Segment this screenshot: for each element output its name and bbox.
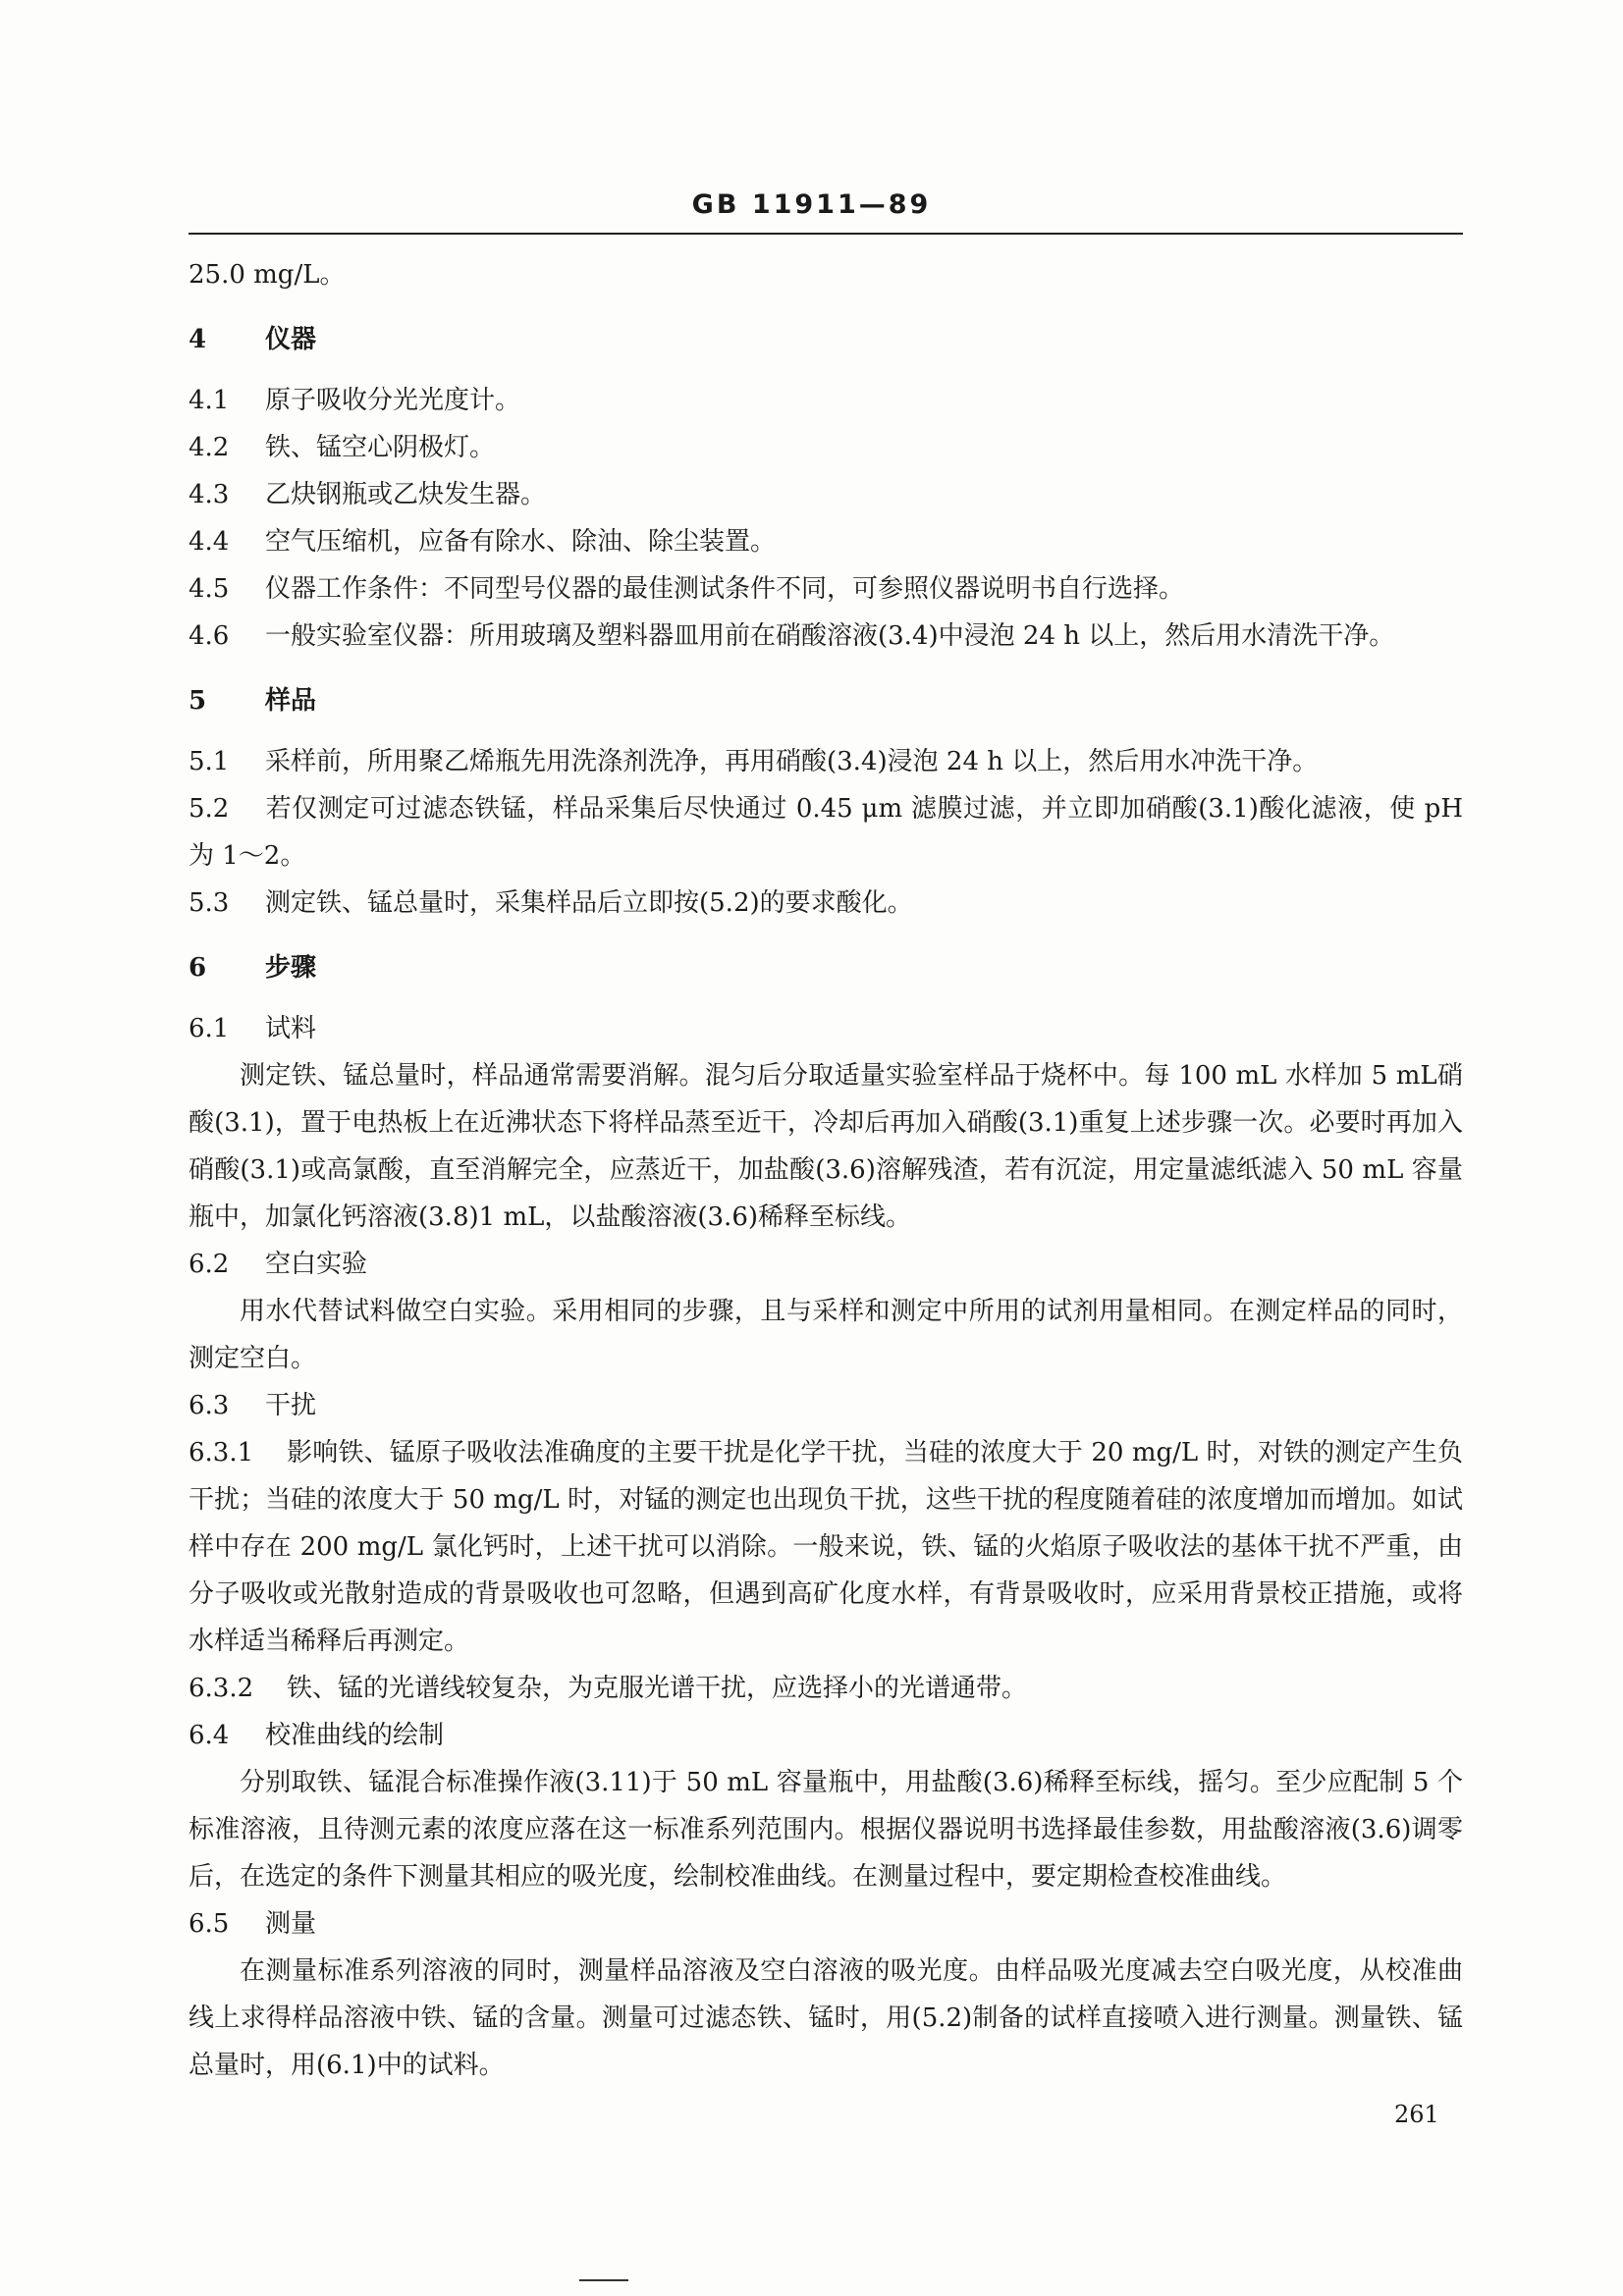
- section-title: 步骤: [265, 953, 317, 983]
- section-number: 4: [189, 325, 207, 354]
- item-5-2: [189, 785, 1463, 880]
- section-number: 5: [189, 686, 207, 716]
- subsection-title: 干扰: [265, 1391, 317, 1420]
- item-6-3-1: [189, 1429, 1463, 1665]
- item-text: 铁、锰的光谱线较复杂，为克服光谱干扰，应选择小的光谱通带。: [287, 1674, 1028, 1703]
- section-number: 6: [189, 953, 207, 983]
- subsection-number: 6.3: [189, 1391, 230, 1420]
- header-rule: [189, 233, 1463, 235]
- item-text: 原子吸收分光光度计。: [265, 386, 521, 415]
- item-4-3: [189, 471, 1463, 518]
- item-number: 4.6: [189, 621, 230, 651]
- item-4-1: [189, 377, 1463, 424]
- item-5-1: [189, 738, 1463, 785]
- standard-header: GB 11911—89: [691, 189, 932, 220]
- subsection-6-2-text: 用水代替试料做空白实验。采用相同的步骤，且与采样和测定中所用的试剂用量相同。在测定样品的同时，测定空白。: [189, 1297, 1463, 1373]
- item-text: 一般实验室仪器：所用玻璃及塑料器皿用前在硝酸溶液(3.4)中浸泡 24 h 以上，然后用水清洗干净。: [265, 621, 1395, 651]
- item-number: 6.3.2: [189, 1674, 254, 1703]
- item-4-6: [189, 613, 1463, 660]
- subsection-number: 6.5: [189, 1909, 230, 1939]
- item-4-2: [189, 424, 1463, 471]
- section-6-heading: [189, 944, 1463, 991]
- item-text: 乙炔钢瓶或乙炔发生器。: [265, 480, 547, 509]
- lead-fragment: 25.0 mg/L。: [189, 260, 346, 290]
- subsection-number: 6.1: [189, 1014, 230, 1043]
- item-text: 测定铁、锰总量时，采集样品后立即按(5.2)的要求酸化。: [265, 888, 913, 918]
- item-text: 铁、锰空心阴极灯。: [265, 433, 496, 462]
- subsection-number: 6.2: [189, 1250, 230, 1279]
- section-4-heading: [189, 316, 1463, 363]
- item-text: 采样前，所用聚乙烯瓶先用洗涤剂洗净，再用硝酸(3.4)浸泡 24 h 以上，然后用水冲洗干净。: [265, 747, 1319, 776]
- subsection-6-4-text: 分别取铁、锰混合标准操作液(3.11)于 50 mL 容量瓶中，用盐酸(3.6)稀释至标线，摇匀。至少应配制 5 个标准溶液，且待测元素的浓度应落在这一标准系列范围内。根据仪器说明书选择最佳参数，用盐酸溶液(3.6)调零后，在选定的条件下测量其相应的吸光度，绘制校准曲线。在测量过程中，要定期检查校准曲线。: [189, 1768, 1463, 1892]
- section-title: 仪器: [265, 325, 317, 354]
- item-text: 影响铁、锰原子吸收法准确度的主要干扰是化学干扰，当硅的浓度大于 20 mg/L 时，对铁的测定产生负干扰；当硅的浓度大于 50 mg/L 时，对锰的测定也出现负干扰，这些干扰的程度随着硅的浓度增加而增加。如试样中存在 200 mg/L 氯化钙时，上述干扰可以消除。一般来说，铁、锰的火焰原子吸收法的基体干扰不严重，由分子吸收或光散射造成的背景吸收也可忽略，但遇到高矿化度水样，有背景吸收时，应采用背景校正措施，或将水样适当稀释后再测定。: [189, 1438, 1463, 1656]
- item-4-5: [189, 565, 1463, 613]
- item-5-3: [189, 880, 1463, 927]
- bottom-mark: [579, 2279, 628, 2281]
- subsection-6-1-text: 测定铁、锰总量时，样品通常需要消解。混匀后分取适量实验室样品于烧杯中。每 100 mL 水样加 5 mL硝酸(3.1)，置于电热板上在近沸状态下将样品蒸至近干，冷却后再加入硝酸(3.1)重复上述步骤一次。必要时再加入硝酸(3.1)或高氯酸，直至消解完全，应蒸近干，加盐酸(3.6)溶解残渣，若有沉淀，用定量滤纸滤入 50 mL 容量瓶中，加氯化钙溶液(3.8)1 mL，以盐酸溶液(3.6)稀释至标线。: [189, 1061, 1463, 1232]
- item-number: 4.1: [189, 386, 230, 415]
- subsection-title: 校准曲线的绘制: [265, 1721, 445, 1750]
- item-number: 4.3: [189, 480, 230, 509]
- subsection-number: 6.4: [189, 1721, 230, 1750]
- item-number: 5.1: [189, 747, 230, 776]
- item-number: 6.3.1: [189, 1438, 254, 1468]
- subsection-6-4-heading: [189, 1712, 1463, 1759]
- subsection-6-1-heading: [189, 1005, 1463, 1052]
- item-text: 仪器工作条件：不同型号仪器的最佳测试条件不同，可参照仪器说明书自行选择。: [265, 574, 1185, 604]
- subsection-title: 测量: [265, 1909, 317, 1939]
- item-number: 4.4: [189, 527, 230, 557]
- document-body: [189, 251, 1463, 2089]
- section-title: 样品: [265, 686, 317, 716]
- subsection-title: 试料: [265, 1014, 317, 1043]
- subsection-title: 空白实验: [265, 1250, 368, 1279]
- item-6-3-2: [189, 1665, 1463, 1712]
- item-number: 4.5: [189, 574, 230, 604]
- item-4-4: [189, 518, 1463, 565]
- subsection-6-2-heading: [189, 1241, 1463, 1288]
- subsection-6-5-heading: [189, 1900, 1463, 1948]
- item-number: 5.2: [189, 794, 230, 824]
- subsection-6-5-text: 在测量标准系列溶液的同时，测量样品溶液及空白溶液的吸光度。由样品吸光度减去空白吸光度，从校准曲线上求得样品溶液中铁、锰的含量。测量可过滤态铁、锰时，用(5.2)制备的试样直接喷入进行测量。测量铁、锰总量时，用(6.1)中的试料。: [189, 1956, 1463, 2080]
- item-text: 空气压缩机，应备有除水、除油、除尘装置。: [265, 527, 777, 557]
- item-number: 5.3: [189, 888, 230, 918]
- subsection-6-3-heading: [189, 1382, 1463, 1429]
- item-number: 4.2: [189, 433, 230, 462]
- item-text: 若仅测定可过滤态铁锰，样品采集后尽快通过 0.45 μm 滤膜过滤，并立即加硝酸(3.1)酸化滤液，使 pH 为 1～2。: [189, 794, 1463, 871]
- page-number: 261: [1394, 2101, 1439, 2128]
- section-5-heading: [189, 677, 1463, 724]
